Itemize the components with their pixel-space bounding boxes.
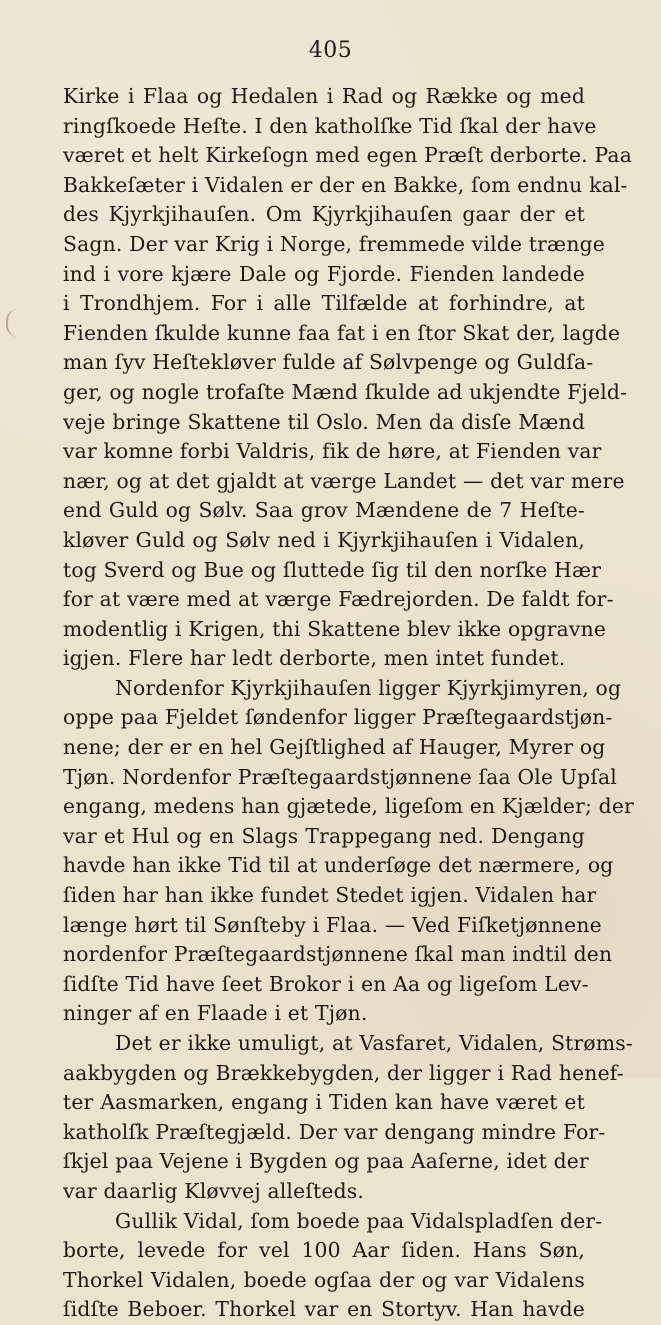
paragraph-end-line: var daarlig Kløvvej alleſteds. [63, 1178, 365, 1203]
text-line: man ſyv Heſtekløver fulde af Sølvpenge og Guldſa- [63, 350, 594, 375]
paragraph-start-line: Det er ikke umuligt, at Vasfaret, Vidalen, Strøms- [115, 1031, 633, 1055]
text-line: var komne forbi Valdris, fik de høre, at Fienden var [63, 439, 602, 464]
text-line: Tjøn. Nordenfor Præſtegaardstjønnene ſaa Ole Upſal [63, 764, 617, 789]
body-text [63, 82, 634, 1325]
text-line: ringſkoede Heſte. I den katholſke Tid ſkal der have [63, 113, 597, 138]
text-line: katholſk Præſtegjæld. Der var dengang mindre For- [63, 1119, 606, 1144]
text-line: ter Aasmarken, engang i Tiden kan have været et [63, 1090, 585, 1115]
text-line: borte, levede for vel 100 Aar ſiden. Hans Søn, [63, 1238, 585, 1263]
text-line: engang, medens han gjætede, ligeſom en Kjælder; der [63, 794, 634, 819]
text-line: Kirke i Flaa og Hedalen i Rad og Række og med [63, 84, 585, 108]
margin-mark [6, 309, 20, 337]
page-number: 405 [308, 38, 353, 63]
text-line: Bakkeſæter i Vidalen er der en Bakke, ſom endnu kal- [63, 172, 628, 197]
text-line: end Guld og Sølv. Saa grov Mændene de 7 Heſte- [63, 498, 585, 523]
text-line: Thorkel Vidalen, boede ogſaa der og var Vidalens [63, 1267, 585, 1292]
text-line: var et Hul og en Slags Trappegang ned. Dengang [63, 823, 585, 848]
text-line: havde han ikke Tid til at underſøge det nærmere, og [63, 853, 614, 878]
text-line: nene; der er en hel Gejſtlighed af Hauger, Myrer og [63, 735, 606, 760]
text-line: kløver Guld og Sølv ned i Kjyrkjihauſen i Vidalen, [63, 527, 585, 552]
text-line: Fienden ſkulde kunne faa fat i en ſtor Skat der, lagde [63, 320, 621, 345]
text-line: modentlig i Krigen, thi Skattene blev ikke opgravne [63, 616, 607, 641]
text-line: i Trondhjem. For i alle Tilfælde at forhindre, at [63, 291, 585, 316]
text-line: ſiden har han ikke fundet Stedet igjen. Vidalen har [63, 883, 597, 908]
text-line: ſidſte Beboer. Thorkel var en Stortyv. Han havde [63, 1297, 585, 1322]
text-line: oppe paa Fjeldet ſøndenfor ligger Præſtegaardstjøn- [63, 705, 613, 730]
paragraph-start-line: Nordenfor Kjyrkjihauſen ligger Kjyrkjimyren, og [115, 675, 622, 700]
text-line: længe hørt til Sønſteby i Flaa. — Ved Fiſketjønnene [63, 912, 602, 937]
text-line: ind i vore kjære Dale og Fjorde. Fienden landede [63, 261, 585, 286]
text-line: nær, og at det gjaldt at værge Landet — det var mere [63, 468, 625, 493]
text-line: tog Sverd og Bue og ſluttede ſig til den norſke Hær [63, 557, 602, 582]
text-line: ſidſte Tid have ſeet Brokor i en Aa og ligeſom Lev- [63, 971, 589, 996]
text-line: ſkjel paa Vejene i Bygden og paa Aaſerne, idet der [63, 1149, 589, 1174]
text-line: veje bringe Skattene til Oslo. Men da disſe Mænd [63, 409, 585, 434]
text-line: des Kjyrkjihauſen. Om Kjyrkjihauſen gaar der et [63, 202, 585, 227]
text-line: for at være med at værge Fædrejorden. De faldt for- [63, 587, 614, 612]
paragraph-end-line: ninger af en Flaade i et Tjøn. [63, 1001, 368, 1026]
text-line: Sagn. Der var Krig i Norge, fremmede vilde trænge [63, 231, 605, 256]
text-line: været et helt Kirkeſogn med egen Præſt derborte. Paa [63, 143, 632, 168]
text-line: ger, og nogle trofaſte Mænd ſkulde ad ukjendte Fjeld- [63, 379, 628, 404]
text-line: aakbygden og Brækkebygden, der ligger i Rad henef- [63, 1060, 624, 1085]
paragraph-start-line: Gullik Vidal, ſom boede paa Vidalspladſen der- [115, 1208, 603, 1233]
text-line: nordenfor Præſtegaardstjønnene ſkal man indtil den [63, 942, 613, 967]
paragraph-end-line: igjen. Flere har ledt derborte, men intet fundet. [63, 646, 566, 671]
